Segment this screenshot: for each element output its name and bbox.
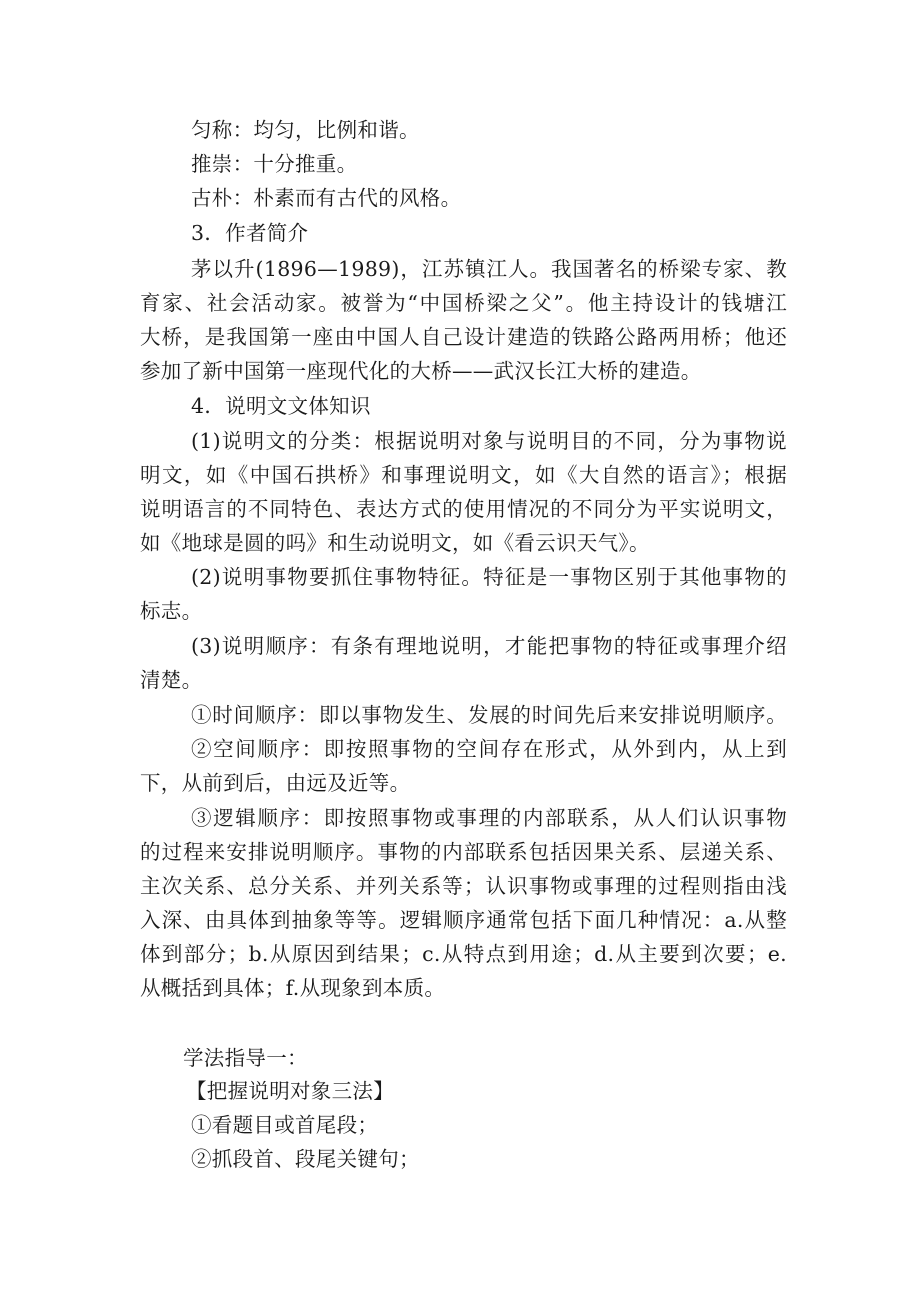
section-heading-genre: 4．说明文文体知识	[191, 394, 371, 418]
vocab-line: 匀称：均匀，比例和谐。	[191, 118, 420, 142]
paragraph-line: 茅以升(1896—1989)，江苏镇江人。我国著名的桥梁专家、教	[191, 257, 787, 281]
paragraph-line: 清楚。	[140, 668, 203, 692]
paragraph-line: (2)说明事物要抓住事物特征。特征是一事物区别于其他事物的	[191, 565, 787, 589]
paragraph-line: 说明语言的不同特色、表达方式的使用情况的不同分为平实说明文，	[140, 497, 787, 521]
vocab-line: 推崇：十分推重。	[191, 152, 358, 176]
section-heading-method: 学法指导一：	[183, 1046, 308, 1070]
paragraph-line: 大桥，是我国第一座由中国人自己设计建造的铁路公路两用桥；他还	[140, 325, 787, 349]
paragraph-line: ③逻辑顺序：即按照事物或事理的内部联系，从人们认识事物	[191, 806, 787, 830]
paragraph-line: 主次关系、总分关系、并列关系等；认识事物或事理的过程则指由浅	[140, 874, 787, 898]
list-item: ②抓段首、段尾关键句；	[191, 1147, 420, 1171]
section-heading-author: 3．作者简介	[191, 221, 309, 245]
paragraph-line: (3)说明顺序：有条有理地说明，才能把事物的特征或事理介绍	[191, 634, 787, 658]
paragraph-line: 入深、由具体到抽象等等。逻辑顺序通常包括下面几种情况：a.从整	[140, 908, 787, 932]
paragraph-line: ①时间顺序：即以事物发生、发展的时间先后来安排说明顺序。	[191, 703, 787, 727]
method-subheading: 【把握说明对象三法】	[186, 1079, 394, 1103]
paragraph-line: 明文，如《中国石拱桥》和事理说明文，如《大自然的语言》；根据	[140, 463, 787, 487]
paragraph-line: 如《地球是圆的吗》和生动说明文，如《看云识天气》。	[140, 531, 650, 555]
paragraph-line: (1)说明文的分类：根据说明对象与说明目的不同，分为事物说	[191, 429, 787, 453]
paragraph-line: 从概括到具体；f.从现象到本质。	[140, 976, 446, 1000]
vocab-line: 古朴：朴素而有古代的风格。	[191, 186, 462, 210]
paragraph-line: 标志。	[140, 599, 203, 623]
paragraph-line: 参加了新中国第一座现代化的大桥——武汉长江大桥的建造。	[140, 359, 702, 383]
paragraph-line: ②空间顺序：即按照事物的空间存在形式，从外到内，从上到	[191, 737, 787, 761]
paragraph-line: 的过程来安排说明顺序。事物的内部联系包括因果关系、层递关系、	[140, 840, 787, 864]
paragraph-line: 育家、社会活动家。被誉为“中国桥梁之父”。他主持设计的钱塘江	[140, 291, 787, 315]
paragraph-line: 体到部分；b.从原因到结果；c.从特点到用途；d.从主要到次要；e.	[140, 942, 787, 966]
list-item: ①看题目或首尾段；	[191, 1113, 379, 1137]
paragraph-line: 下，从前到后，由远及近等。	[140, 771, 411, 795]
